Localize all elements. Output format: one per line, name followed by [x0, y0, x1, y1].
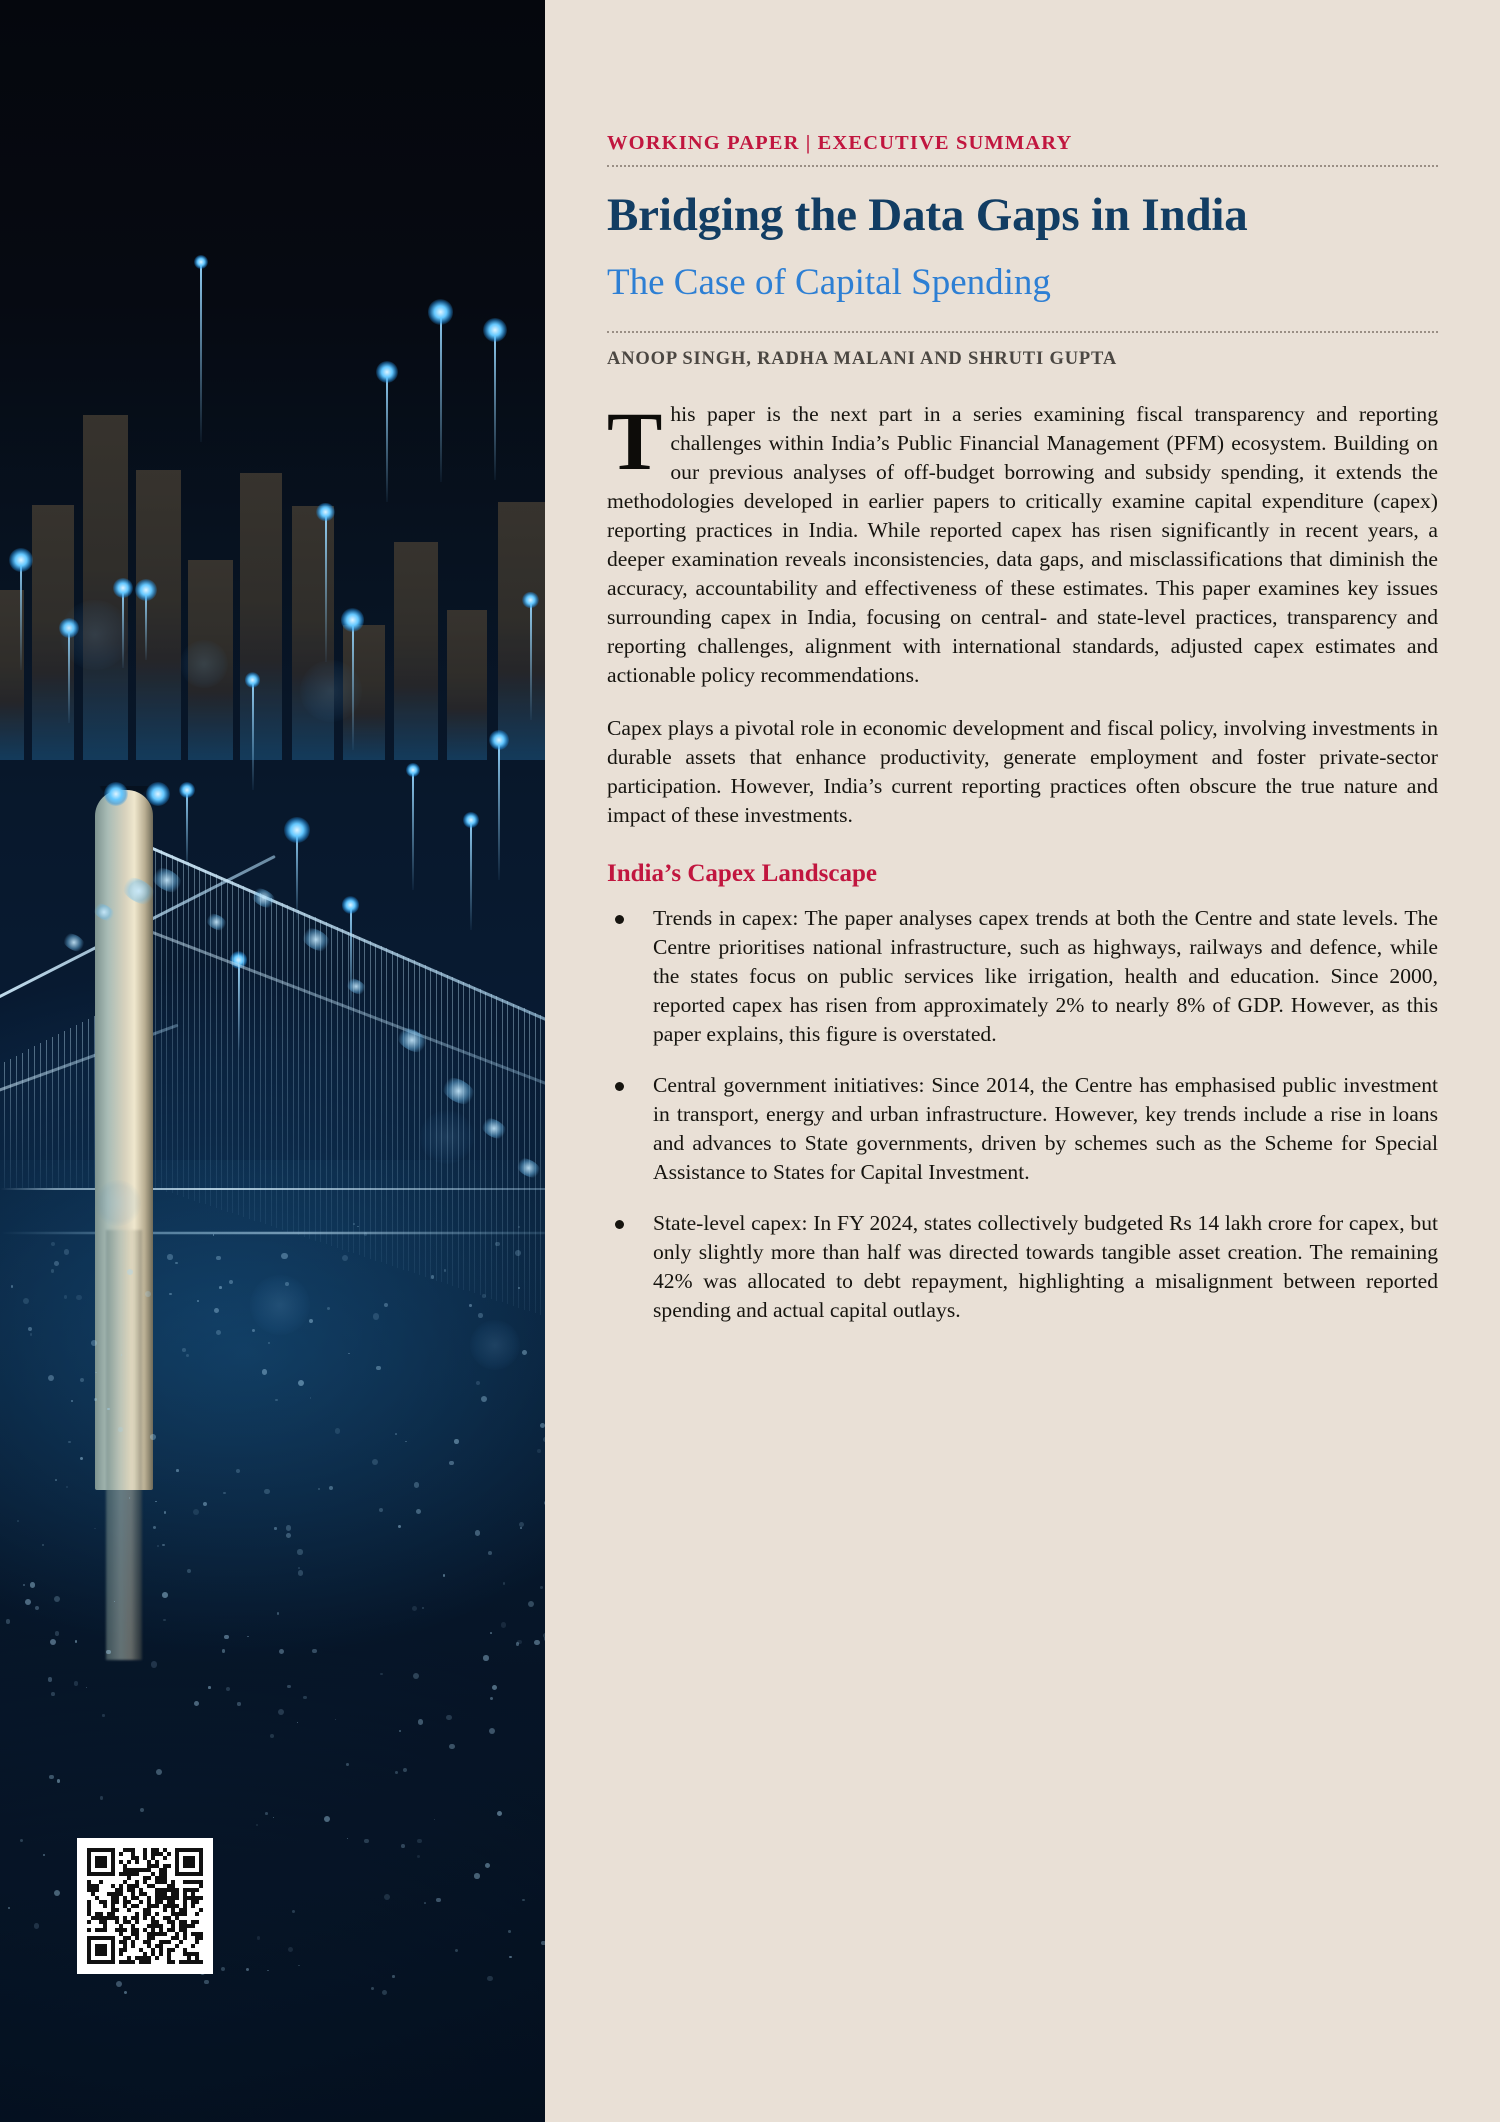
- water-particle: [481, 1396, 487, 1402]
- water-particle: [277, 1612, 279, 1614]
- water-particle: [312, 1649, 317, 1654]
- page-title: Bridging the Data Gaps in India: [607, 189, 1248, 241]
- water-particle: [298, 1570, 303, 1575]
- water-particle: [76, 1295, 82, 1301]
- water-particle: [422, 1607, 424, 1609]
- water-particle: [298, 1965, 299, 1966]
- water-particle: [274, 1527, 276, 1529]
- water-particle: [176, 1469, 179, 1472]
- water-particle: [492, 1685, 497, 1690]
- page-subtitle: The Case of Capital Spending: [607, 261, 1051, 303]
- cable-sparkle: [437, 1072, 480, 1110]
- water-particle: [54, 1596, 60, 1602]
- cable-sparkle: [343, 975, 369, 998]
- water-particle: [80, 1457, 84, 1461]
- bokeh-circle: [420, 1110, 474, 1164]
- water-particle: [265, 1812, 268, 1815]
- tower-top-light: [104, 782, 128, 806]
- list-item: [607, 904, 1438, 1049]
- water-particle: [121, 1354, 123, 1356]
- water-particle: [156, 1769, 162, 1775]
- cable-sparkle: [203, 910, 229, 933]
- bullet-list: [607, 904, 1438, 1325]
- water-particle: [267, 1970, 268, 1971]
- bullet-dot-icon: [615, 1220, 624, 1229]
- water-particle: [342, 1255, 348, 1261]
- water-particle: [395, 1433, 397, 1435]
- water-particle: [94, 1528, 95, 1529]
- water-particle: [68, 1441, 71, 1444]
- water-particle: [483, 1655, 488, 1660]
- water-particle: [469, 1304, 472, 1307]
- water-particle: [11, 1285, 13, 1287]
- water-particle: [335, 1428, 340, 1433]
- water-particle: [252, 1329, 255, 1332]
- water-particle: [522, 1899, 525, 1902]
- water-particle: [297, 1549, 302, 1554]
- water-particle: [100, 1796, 103, 1799]
- water-particle: [102, 1714, 104, 1716]
- cable-sparkle: [60, 930, 88, 955]
- article-body: [607, 394, 1438, 1326]
- water-particle: [48, 1677, 53, 1682]
- water-particle: [522, 1350, 527, 1355]
- cable-sparkle: [90, 900, 118, 924]
- water-particle: [286, 1525, 292, 1531]
- section-heading: India’s Capex Landscape: [607, 859, 877, 887]
- water-particle: [327, 1307, 330, 1310]
- water-particle: [153, 1526, 156, 1529]
- water-particle: [48, 1375, 54, 1381]
- water-particle: [204, 1980, 209, 1985]
- water-particle: [297, 1722, 299, 1724]
- water-particle: [384, 1303, 388, 1307]
- water-particle: [488, 1551, 492, 1555]
- water-particle: [216, 1256, 220, 1260]
- water-particle: [279, 1649, 284, 1654]
- water-particle: [64, 1249, 69, 1254]
- water-particle: [324, 1816, 330, 1822]
- water-particle: [444, 1269, 446, 1271]
- water-particle: [55, 1479, 57, 1481]
- water-particle: [380, 1673, 382, 1675]
- water-particle: [17, 1520, 19, 1522]
- water-particle: [162, 1592, 168, 1598]
- water-particle: [417, 1855, 420, 1858]
- water-particle: [163, 1619, 165, 1621]
- water-particle: [256, 1824, 258, 1826]
- water-particle: [286, 1533, 291, 1538]
- water-particle: [54, 1261, 59, 1266]
- water-particle: [285, 1282, 289, 1286]
- water-particle: [482, 1294, 486, 1298]
- water-particle: [197, 1300, 199, 1302]
- water-particle: [64, 1295, 67, 1298]
- water-particle: [431, 1275, 435, 1279]
- water-particle: [515, 1250, 521, 1256]
- water-particle: [490, 1632, 492, 1634]
- water-particle: [6, 1619, 11, 1624]
- water-particle: [346, 1763, 349, 1766]
- water-particle: [127, 1269, 133, 1275]
- water-particle: [436, 1898, 441, 1903]
- water-particle: [23, 1298, 29, 1304]
- water-particle: [501, 1622, 506, 1627]
- water-particle: [518, 1226, 519, 1227]
- water-particle: [169, 1293, 172, 1296]
- water-particle: [298, 1380, 304, 1386]
- water-particle: [95, 1372, 97, 1374]
- water-particle: [208, 1686, 211, 1689]
- water-particle: [114, 1601, 115, 1602]
- water-particle: [51, 1269, 55, 1273]
- cable-sparkle: [297, 923, 334, 955]
- water-particle: [86, 1687, 87, 1688]
- water-particle: [329, 1486, 333, 1490]
- water-particle: [91, 1340, 97, 1346]
- qr-code[interactable]: [77, 1838, 213, 1974]
- water-particle: [309, 1319, 313, 1323]
- water-particle: [42, 1544, 44, 1546]
- water-particle: [414, 1482, 420, 1488]
- water-particle: [162, 1544, 164, 1546]
- water-particle: [509, 1956, 512, 1959]
- water-particle: [74, 1681, 78, 1685]
- water-particle: [372, 1459, 378, 1465]
- water-particle: [412, 1606, 417, 1611]
- water-particle: [508, 1930, 511, 1933]
- water-particle: [20, 1839, 23, 1842]
- water-particle: [454, 1439, 459, 1444]
- water-particle: [278, 1709, 284, 1715]
- water-particle: [303, 1696, 306, 1699]
- water-particle: [537, 1449, 541, 1453]
- water-particle: [216, 1330, 221, 1335]
- water-particle: [71, 1400, 73, 1402]
- cable-sparkle: [513, 1154, 545, 1182]
- article-column: [545, 0, 1500, 2122]
- water-particle: [287, 1685, 291, 1689]
- water-particle: [186, 1354, 189, 1357]
- water-particle: [268, 1342, 269, 1343]
- water-particle: [151, 1661, 157, 1667]
- water-particle: [221, 1967, 225, 1971]
- cover-artwork: [0, 0, 545, 2122]
- water-particle: [155, 1501, 156, 1502]
- bokeh-circle: [95, 1180, 141, 1226]
- water-particle: [167, 1254, 172, 1259]
- bokeh-circle: [470, 1320, 520, 1370]
- water-particle: [398, 1525, 401, 1528]
- water-particle: [449, 1744, 454, 1749]
- water-particle: [193, 1509, 199, 1515]
- water-particle: [520, 1527, 522, 1529]
- water-particle: [237, 1702, 240, 1705]
- list-item-text: State-level capex: In FY 2024, states collectively budgeted Rs 14 lakh crore for capex, but only slightly more than half was directed towards tangible asset creation. The remaining 42% was allocated to debt repayment, highlighting a misalignment between reported spending and actual capital outlays.: [653, 1211, 1438, 1323]
- water-particle: [516, 1642, 519, 1645]
- bokeh-circle: [180, 640, 228, 688]
- water-particle: [534, 1640, 539, 1645]
- water-particle: [540, 1586, 543, 1589]
- water-particle: [264, 1489, 270, 1495]
- water-particle: [226, 1687, 230, 1691]
- water-particle: [364, 1839, 368, 1843]
- water-particle: [475, 1530, 481, 1536]
- water-particle: [214, 1308, 219, 1313]
- water-particle: [273, 1817, 274, 1818]
- water-particle: [371, 1987, 374, 1990]
- water-particle: [157, 1545, 159, 1547]
- water-particle: [224, 1635, 229, 1640]
- bokeh-circle: [60, 600, 130, 670]
- water-particle: [270, 1734, 274, 1738]
- water-particle: [376, 1366, 380, 1370]
- water-particle: [54, 1890, 60, 1896]
- water-particle: [275, 1399, 278, 1402]
- water-particle: [203, 1502, 207, 1506]
- water-particle: [175, 1262, 177, 1264]
- water-particle: [35, 1606, 40, 1611]
- water-particle: [219, 1286, 222, 1289]
- water-particle: [66, 1486, 68, 1488]
- bokeh-circle: [250, 1275, 310, 1335]
- water-particle: [495, 1242, 499, 1246]
- water-particle: [405, 1441, 407, 1443]
- water-particle: [236, 1469, 240, 1473]
- water-particle: [474, 1873, 479, 1878]
- water-particle: [140, 1808, 145, 1813]
- water-particle: [395, 1771, 398, 1774]
- water-particle: [310, 1397, 312, 1399]
- water-particle: [246, 1968, 249, 1971]
- water-particle: [518, 1287, 520, 1289]
- water-particle: [485, 1863, 490, 1868]
- water-particle: [478, 1313, 482, 1317]
- water-particle: [497, 1811, 502, 1816]
- water-particle: [403, 1768, 407, 1772]
- qr-code-icon: [87, 1848, 203, 1964]
- water-particle: [129, 1497, 131, 1499]
- water-particle: [50, 1639, 56, 1645]
- water-particle: [164, 1511, 166, 1513]
- water-particle: [49, 1775, 53, 1779]
- water-particle: [30, 1333, 33, 1336]
- water-particle: [489, 1728, 495, 1734]
- water-particle: [384, 1894, 390, 1900]
- water-particle: [57, 1779, 60, 1782]
- water-particle: [449, 1461, 454, 1466]
- list-item: [607, 1209, 1438, 1325]
- paragraph-lead: This paper is the next part in a series examining fiscal transparency and reporting challenges within India’s Public Financial Management (PFM) ecosystem. Building on our previous analyses of off-budget borrowing and subsidy spending, it extends the methodologies developed in earlier papers to critically examine capital expenditure (capex) reporting practices in India. While reported capex has risen significantly in recent years, a deeper examination reveals inconsistencies, data gaps, and misclassifications that diminish the accuracy, accountability and effectiveness of these estimates. This paper examines key issues surrounding capex in India, focusing on central- and state-level practices, transparency and reporting challenges, alignment with international standards, adjusted capex estimates and actionable policy recommendations.: [607, 394, 1438, 687]
- divider-authors: [607, 331, 1438, 333]
- eyebrow-label: WORKING PAPER | EXECUTIVE SUMMARY: [607, 132, 1073, 154]
- water-particle: [503, 1582, 505, 1584]
- water-particle: [80, 1378, 84, 1382]
- cable-sparkle: [392, 1023, 431, 1057]
- water-particle: [107, 1408, 109, 1410]
- water-particle: [401, 1844, 405, 1848]
- water-particle: [23, 1584, 25, 1586]
- water-particle: [292, 1910, 295, 1913]
- water-particle: [223, 1492, 225, 1494]
- water-particle: [418, 1719, 424, 1725]
- water-particle: [281, 1253, 287, 1259]
- divider-top: [607, 165, 1438, 167]
- glow-particles: [0, 0, 545, 2122]
- water-particle: [28, 1327, 32, 1331]
- water-particle: [55, 1631, 60, 1636]
- water-particle: [94, 1398, 97, 1401]
- water-particle: [424, 1902, 426, 1904]
- water-particle: [30, 1582, 36, 1588]
- water-particle: [379, 1508, 384, 1513]
- water-particle: [51, 1692, 55, 1696]
- water-particle: [298, 1567, 300, 1569]
- water-particle: [106, 1650, 111, 1655]
- water-particle: [348, 1353, 350, 1355]
- water-particle: [434, 1819, 435, 1820]
- water-particle: [446, 1715, 451, 1720]
- bullet-dot-icon: [615, 915, 624, 924]
- water-particle: [318, 1488, 320, 1490]
- water-particle: [182, 1348, 186, 1352]
- water-particle: [194, 1701, 199, 1706]
- water-particle: [118, 1427, 123, 1432]
- water-particle: [150, 1434, 156, 1440]
- water-particle: [373, 1313, 379, 1319]
- list-item-text: Central government initiatives: Since 2014, the Centre has emphasised public investment in transport, energy and urban infrastructure. However, key trends include a rise in loans and advances to State governments, driven by schemes such as the Scheme for Special Assistance to States for Capital Investment.: [653, 1073, 1438, 1185]
- water-particle: [25, 1599, 31, 1605]
- tower-top-light: [146, 782, 170, 806]
- water-particle: [392, 1975, 394, 1977]
- water-particle: [335, 1719, 336, 1720]
- water-particle: [43, 1854, 46, 1857]
- water-particle: [364, 1232, 368, 1236]
- water-particle: [124, 1991, 127, 1994]
- cable-sparkle: [248, 884, 279, 911]
- water-particle: [257, 1936, 260, 1939]
- water-particle: [116, 1981, 122, 1987]
- water-particle: [476, 1381, 480, 1385]
- water-particle: [382, 1990, 387, 1995]
- water-particle: [262, 1369, 267, 1374]
- water-particle: [443, 1574, 446, 1577]
- water-particle: [8, 1907, 10, 1909]
- author-line: ANOOP SINGH, RADHA MALANI AND SHRUTI GUPTA: [607, 348, 1118, 369]
- bokeh-circle: [300, 660, 362, 722]
- water-particle: [490, 1697, 494, 1701]
- water-particle: [51, 1242, 55, 1246]
- water-particle: [399, 1730, 401, 1732]
- list-item: [607, 1071, 1438, 1187]
- water-particle: [353, 1223, 355, 1225]
- water-particle: [213, 1234, 215, 1236]
- water-particle: [187, 1569, 191, 1573]
- water-particle: [229, 1280, 233, 1284]
- water-particle: [357, 1226, 358, 1227]
- water-particle: [455, 1949, 458, 1952]
- water-particle: [288, 1947, 294, 1953]
- water-particle: [413, 1673, 419, 1679]
- water-particle: [247, 1636, 248, 1637]
- water-particle: [528, 1601, 534, 1607]
- water-particle: [416, 1509, 421, 1514]
- water-particle: [145, 1291, 151, 1297]
- list-item-text: Trends in capex: The paper analyses capex trends at both the Centre and state levels. The Centre prioritises national infrastructure, such as highways, railways and defence, while the states focus on public services like irrigation, health and education. Since 2000, reported capex has risen from approximately 2% to nearly 8% of GDP. However, as this paper explains, this figure is overstated.: [653, 905, 1438, 1047]
- cable-sparkle: [478, 1114, 511, 1143]
- water-particle: [34, 1923, 39, 1928]
- water-particle: [222, 1649, 225, 1652]
- paragraph-2: Capex plays a pivotal role in economic development and fiscal policy, involving investments in durable assets that enhance productivity, generate employment and foster private-sector participation. However, India’s current reporting practices often obscure the true nature and impact of these investments.: [607, 715, 1438, 827]
- water-particle: [417, 1839, 421, 1843]
- bullet-dot-icon: [615, 1082, 624, 1091]
- water-particle: [75, 1640, 77, 1642]
- water-particle: [487, 1976, 493, 1982]
- water-particle: [347, 1838, 349, 1840]
